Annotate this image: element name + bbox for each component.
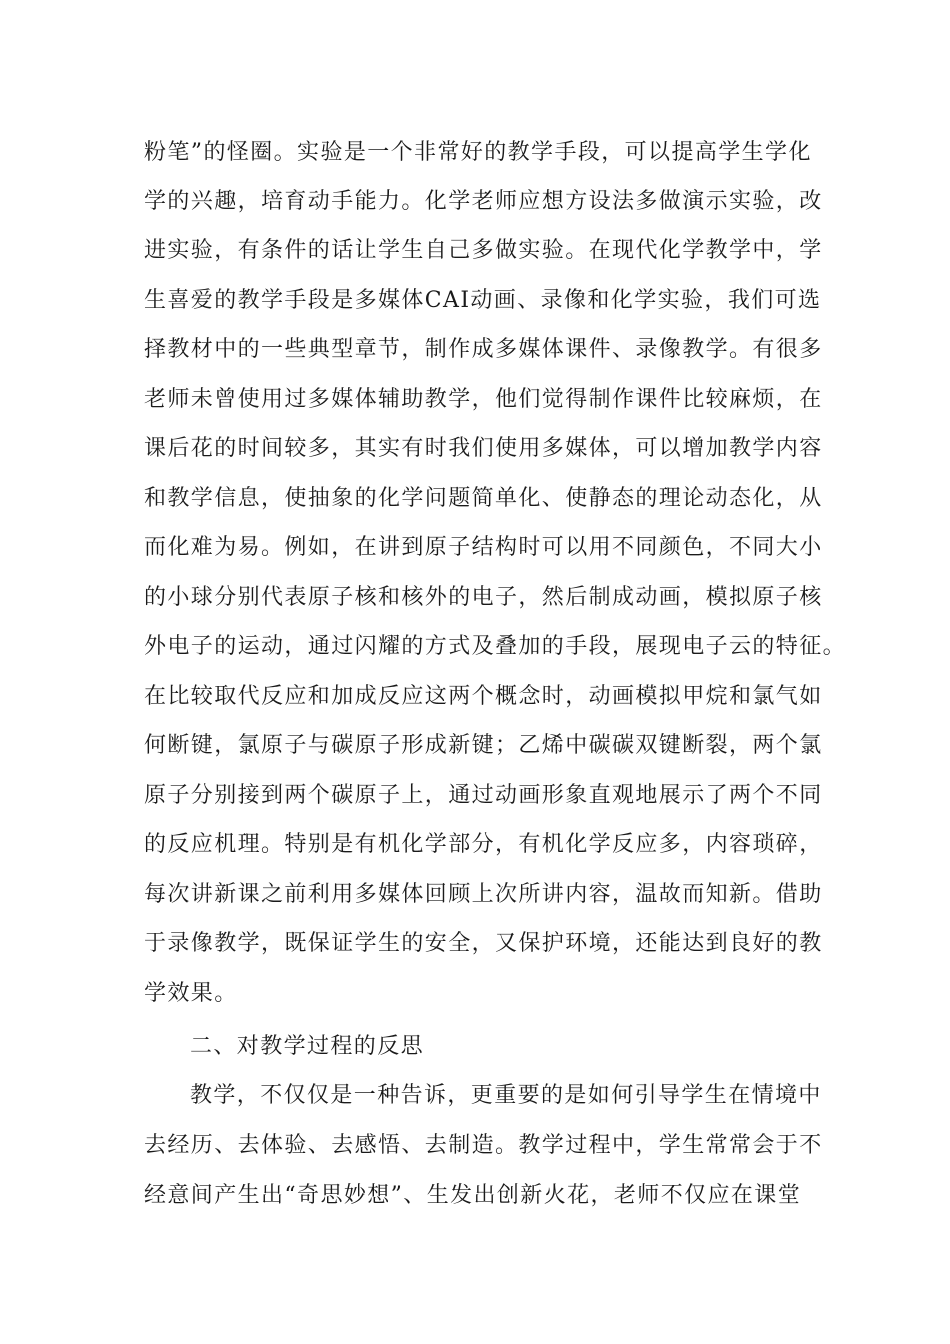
text-line: 课后花的时间较多，其实有时我们使用多媒体，可以增加教学内容 — [144, 436, 823, 461]
text-line: 而化难为易。例如，在讲到原子结构时可以用不同颜色，不同大小 — [144, 535, 823, 560]
text-line: 何断键，氯原子与碳原子形成新键；乙烯中碳碳双键断裂，两个氯 — [144, 733, 823, 758]
text-line: 外电子的运动，通过闪耀的方式及叠加的手段，展现电子云的特征。 — [144, 634, 847, 659]
text-line: 去经历、去体验、去感悟、去制造。教学过程中，学生常常会于不 — [144, 1133, 823, 1158]
text-line: 教学，不仅仅是一种告诉，更重要的是如何引导学生在情境中 — [190, 1083, 822, 1108]
text-line: 学的兴趣，培育动手能力。化学老师应想方设法多做演示实验，改 — [144, 189, 823, 214]
text-line: 原子分别接到两个碳原子上，通过动画形象直观地展示了两个不同 — [144, 783, 823, 808]
text-line: 的反应机理。特别是有机化学部分，有机化学反应多，内容琐碎， — [144, 832, 823, 857]
text-line: 老师未曾使用过多媒体辅助教学，他们觉得制作课件比较麻烦，在 — [144, 387, 823, 412]
text-line: 择教材中的一些典型章节，制作成多媒体课件、录像教学。有很多 — [144, 337, 823, 362]
text-line: 在比较取代反应和加成反应这两个概念时，动画模拟甲烷和氯气如 — [144, 684, 823, 709]
section-heading: 二、对教学过程的反思 — [190, 1034, 425, 1059]
text-line: 生喜爱的教学手段是多媒体CAI动画、录像和化学实验，我们可选 — [144, 288, 822, 313]
text-line: 于录像教学，既保证学生的安全，又保护环境，还能达到良好的教 — [144, 931, 823, 956]
text-line: 的小球分别代表原子核和核外的电子，然后制成动画，模拟原子核 — [144, 585, 823, 610]
text-line: 进实验，有条件的话让学生自己多做实验。在现代化学教学中，学 — [144, 238, 823, 263]
text-line: 每次讲新课之前利用多媒体回顾上次所讲内容，温故而知新。借助 — [144, 882, 823, 907]
text-line: 和教学信息，使抽象的化学问题简单化、使静态的理论动态化，从 — [144, 486, 823, 511]
text-line: 粉笔”的怪圈。实验是一个非常好的教学手段，可以提高学生学化 — [144, 140, 812, 165]
text-line: 学效果。 — [144, 981, 238, 1006]
text-line: 经意间产生出“奇思妙想”、生发出创新火花，老师不仅应在课堂 — [144, 1183, 802, 1208]
